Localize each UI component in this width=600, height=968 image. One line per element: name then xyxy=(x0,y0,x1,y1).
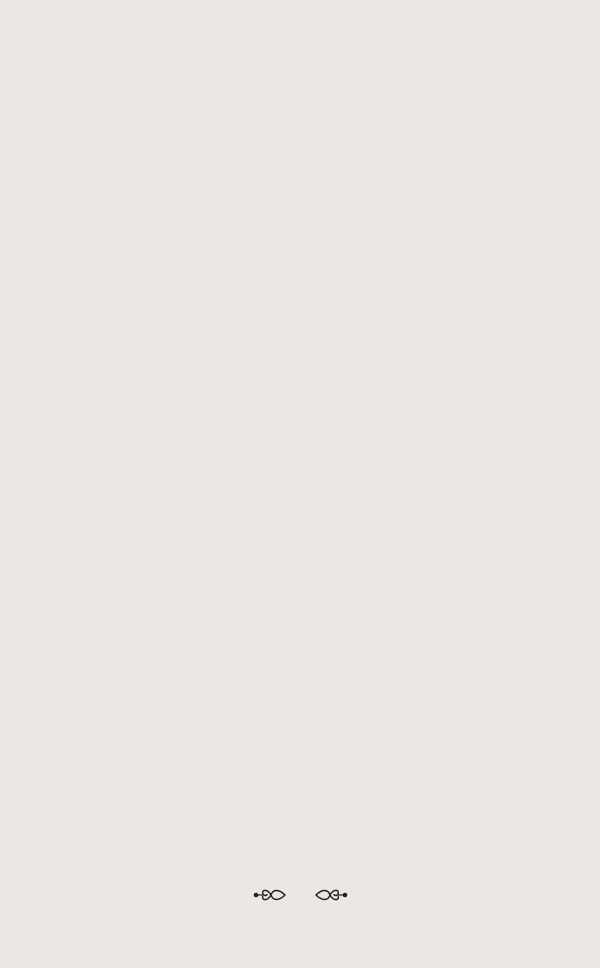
floral-ornament-icon xyxy=(251,886,287,904)
page-footer xyxy=(0,880,600,906)
floral-ornament-icon xyxy=(314,886,350,904)
